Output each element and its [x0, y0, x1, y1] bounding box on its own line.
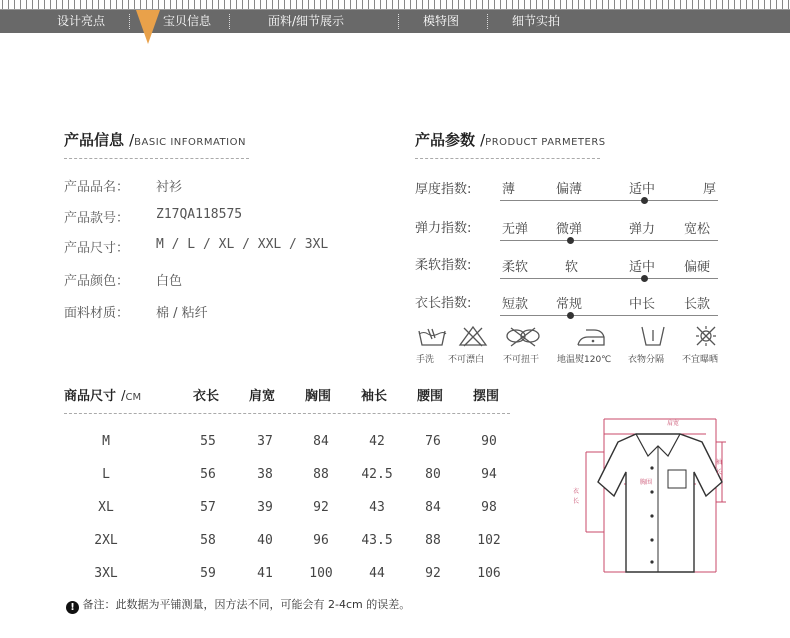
param-option: 长款: [684, 297, 711, 312]
size-table-header: 袖长: [361, 389, 388, 404]
param-scale-line: [500, 200, 718, 201]
size-table-cell: 90: [481, 434, 497, 449]
size-table-cell: 59: [200, 566, 216, 581]
size-table-cell: 58: [200, 533, 216, 548]
size-table-cell: 94: [481, 467, 497, 482]
info-label-sizes: 产品尺寸：: [64, 241, 130, 256]
size-table-size-cell: 2XL: [94, 533, 118, 548]
size-table-header: 衣长: [193, 389, 220, 404]
no-sun-icon: [689, 325, 723, 347]
size-table-cell: 106: [477, 566, 501, 581]
param-option: 短款: [502, 297, 529, 312]
diagram-label-shoulder: 肩宽: [667, 420, 680, 427]
size-table-cell: 57: [200, 500, 216, 515]
param-label-softness: 柔软指数:: [415, 258, 472, 273]
care-label: 手洗: [416, 355, 435, 365]
nav-item-product-info[interactable]: 宝贝信息: [163, 14, 212, 28]
size-table-size-cell: M: [102, 434, 110, 449]
diagram-label-length: 衣长: [573, 488, 580, 505]
param-option: 微弹: [556, 222, 583, 237]
size-table-divider: [64, 413, 510, 414]
info-value-color: 白色: [156, 274, 183, 289]
info-value-name: 衬衫: [156, 180, 183, 195]
size-table-header: 胸围: [305, 389, 332, 404]
size-table-cell: 42: [369, 434, 385, 449]
measurement-note-text: 备注：此数据为平铺测量，因方法不同，可能会有 2-4cm 的误差。: [82, 598, 411, 611]
param-label-thickness: 厚度指数:: [415, 182, 472, 197]
nav-separator: [129, 14, 130, 29]
param-selected-dot: [567, 312, 574, 319]
param-option: 中长: [629, 297, 656, 312]
param-option: 厚: [703, 182, 717, 197]
param-option: 柔软: [502, 260, 529, 275]
size-table-cell: 56: [200, 467, 216, 482]
param-scale-line: [500, 278, 718, 279]
shirt-measurement-diagram: [576, 412, 776, 587]
param-option: 无弹: [502, 222, 529, 237]
size-table-cell: 88: [313, 467, 329, 482]
care-label: 地温熨120℃: [557, 355, 612, 365]
nav-item-fabric-details[interactable]: 面料/细节展示: [268, 14, 345, 28]
param-selected-dot: [567, 237, 574, 244]
param-selected-dot: [641, 197, 648, 204]
param-selected-dot: [641, 275, 648, 282]
care-label: 不宜曝晒: [682, 355, 719, 365]
param-option: 适中: [629, 182, 656, 197]
nav-item-design-highlights[interactable]: 设计亮点: [57, 14, 106, 28]
no-wring-icon: [503, 325, 543, 347]
param-scale-line: [500, 240, 718, 241]
param-option: 偏薄: [556, 182, 583, 197]
param-option: 弹力: [629, 222, 656, 237]
size-table-cell: 84: [425, 500, 441, 515]
param-option: 适中: [629, 260, 656, 275]
size-table-cell: 38: [257, 467, 273, 482]
decorative-chain-border: [0, 0, 790, 10]
size-table-cell: 92: [425, 566, 441, 581]
info-value-material: 棉 / 粘纤: [156, 306, 208, 321]
size-table-cell: 39: [257, 500, 273, 515]
param-option: 常规: [556, 297, 583, 312]
active-nav-indicator: [136, 10, 160, 44]
size-table-cell: 100: [309, 566, 333, 581]
size-table-cell: 41: [257, 566, 273, 581]
param-option: 薄: [502, 182, 516, 197]
care-label: 衣物分隔: [628, 355, 665, 365]
size-table-header: 摆围: [473, 389, 500, 404]
nav-item-detail-shots[interactable]: 细节实拍: [512, 14, 561, 28]
size-table-size-cell: L: [102, 467, 110, 482]
size-table-cell: 42.5: [361, 467, 393, 482]
size-table-cell: 88: [425, 533, 441, 548]
param-option: 软: [565, 260, 579, 275]
size-table-title: 商品尺寸 /CM: [64, 389, 142, 404]
care-label: 不可扭干: [503, 355, 540, 365]
diagram-label-sleeve: 袖长: [716, 459, 723, 476]
info-label-style-no: 产品款号：: [64, 211, 130, 226]
param-label-elasticity: 弹力指数:: [415, 221, 472, 236]
nav-separator: [229, 14, 230, 29]
info-label-color: 产品颜色：: [64, 274, 130, 289]
care-label: 不可漂白: [448, 355, 485, 365]
size-table-cell: 92: [313, 500, 329, 515]
diagram-label-chest: 胸围: [640, 479, 653, 486]
info-value-style-no: Z17QA118575: [156, 207, 243, 222]
info-label-material: 面料材质：: [64, 306, 130, 321]
param-scale-line: [500, 315, 718, 316]
size-table-cell: 76: [425, 434, 441, 449]
no-bleach-icon: [456, 325, 490, 347]
size-table-cell: 43.5: [361, 533, 393, 548]
size-table-cell: 80: [425, 467, 441, 482]
size-table-size-cell: 3XL: [94, 566, 118, 581]
params-section-title: 产品参数 /PRODUCT PARMETERS: [415, 131, 606, 149]
info-divider: [64, 158, 249, 159]
size-table-cell: 98: [481, 500, 497, 515]
nav-item-model-photos[interactable]: 模特图: [423, 14, 460, 28]
top-nav-bar: [0, 10, 790, 33]
param-label-length: 衣长指数:: [415, 296, 472, 311]
info-label-name: 产品品名：: [64, 180, 130, 195]
param-option: 宽松: [684, 222, 711, 237]
size-table-header: 腰围: [417, 389, 444, 404]
param-option: 偏硬: [684, 260, 711, 275]
size-table-cell: 44: [369, 566, 385, 581]
size-table-cell: 96: [313, 533, 329, 548]
nav-separator: [487, 14, 488, 29]
size-table-cell: 40: [257, 533, 273, 548]
hand-wash-icon: [416, 325, 450, 347]
info-section-title: 产品信息 /BASIC INFORMATION: [64, 131, 246, 149]
separate-wash-icon: [636, 325, 670, 347]
alert-icon: !: [66, 601, 79, 614]
size-table-cell: 37: [257, 434, 273, 449]
size-table-cell: 55: [200, 434, 216, 449]
info-value-sizes: M / L / XL / XXL / 3XL: [156, 237, 329, 252]
size-table-size-cell: XL: [98, 500, 114, 515]
measurement-note: [66, 596, 410, 614]
size-table-cell: 84: [313, 434, 329, 449]
params-divider: [415, 158, 600, 159]
size-table-header: 肩宽: [249, 389, 276, 404]
size-table-cell: 43: [369, 500, 385, 515]
size-table-cell: 102: [477, 533, 501, 548]
nav-separator: [398, 14, 399, 29]
low-iron-icon: [574, 325, 608, 347]
